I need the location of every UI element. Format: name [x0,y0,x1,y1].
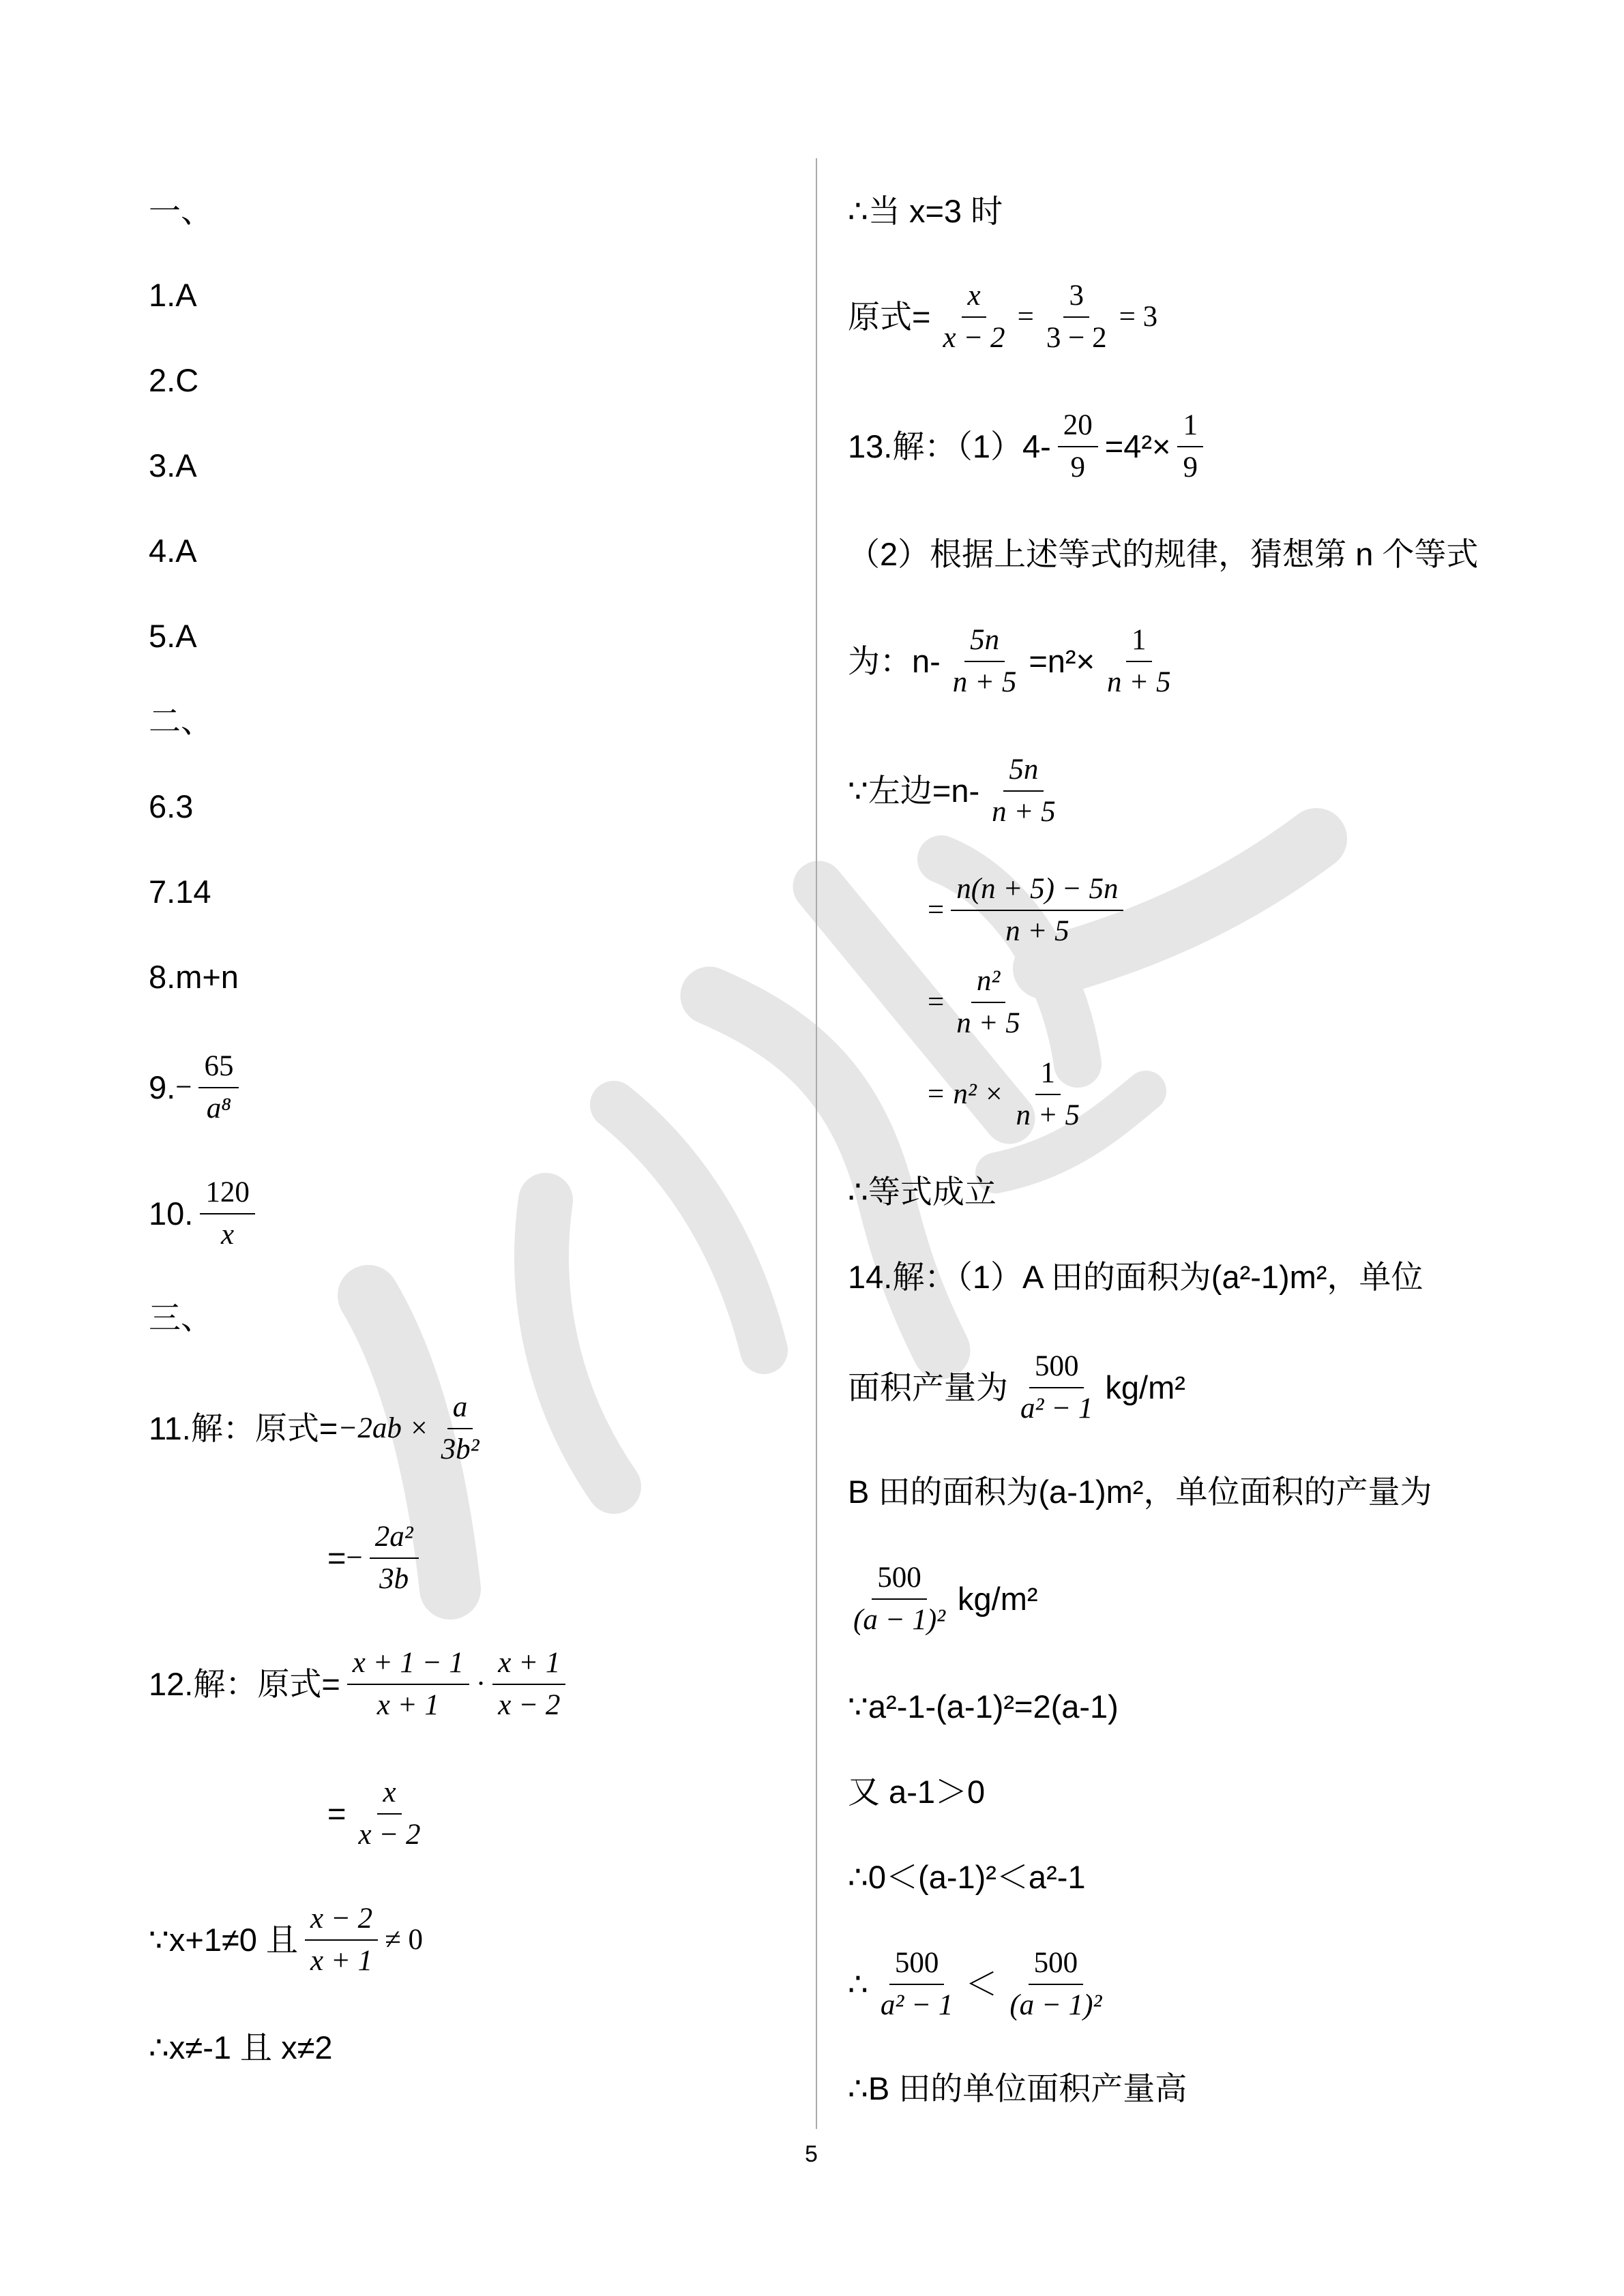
question-14-line-2: 面积产量为 $\frac{500}{\text{a² − 1}}$ kg/m² [848,1347,1185,1429]
fraction: $\frac{65}{\text{a⁸}}$ [198,1049,239,1127]
answer-2: 2.C [149,362,199,398]
section-heading-2: 二、 [149,703,213,739]
question-12-line-2: = $\frac{x}{x - 2}$ [327,1773,433,1855]
answer-9: 9. − $\frac{65}{\text{a⁸}}$ [149,1047,246,1129]
fraction: $\frac{\text{n²}}{n + 5}$ [956,965,1020,1039]
question-14-line-3: B 田的面积为(a-1)m²，单位面积的产量为 [848,1474,1432,1510]
when-x-equals-3: ∴当 x=3 时 [848,193,1003,229]
question-13-part-2: （2）根据上述等式的规律，猜想第 n 个等式 [848,536,1479,572]
question-14-line-7: ∴0＜(a-1)²＜a²-1 [848,1859,1086,1895]
fraction: $\frac{x + 1}{x - 2}$ [492,1645,565,1723]
question-14-line-4: $\frac{500}{\text{(a − 1)²}}$ kg/m² [848,1558,1038,1640]
derivation-step-2: = $\frac{\text{n²}}{n + 5}$ [928,965,1033,1040]
page-number: 5 [805,2141,818,2167]
condition-line-1: ∵x+1≠0 且 $\frac{x - 2}{x + 1}$ ≠ 0 [149,1899,423,1981]
derivation-step-1: = $\frac{n(n + 5) - 5n}{n + 5}$ [928,873,1130,948]
fraction: $\frac{1}{9}$ [1177,408,1203,486]
question-14-line-8: ∴ $\frac{500}{\text{a² − 1}}$ ＜ $\frac{500}{\text{(a − 1)²}}$ [848,1943,1114,2025]
fraction: $\frac{5n}{n + 5}$ [992,754,1056,828]
fraction: $\frac{1}{n + 5}$ [1016,1057,1080,1131]
question-13-conjecture: 为：n- $\frac{5n}{n + 5}$ =n²× $\frac{1}{n + 5}$ [848,621,1183,702]
section-heading-3: 三、 [149,1300,213,1336]
fraction: $\frac{500}{\text{(a − 1)²}}$ [1009,1947,1102,2021]
question-13-conclusion: ∴等式成立 [848,1174,996,1210]
answer-4: 4.A [149,533,197,569]
answer-3: 3.A [149,447,197,483]
evaluation-line: 原式= $\frac{x}{x - 2}$ = $\frac{3}{3 - 2}$ = 3 [848,276,1157,358]
question-14-conclusion: ∴B 田的单位面积产量高 [848,2070,1187,2106]
fraction: $\frac{x - 2}{x + 1}$ [305,1901,378,1979]
column-divider [816,158,817,2129]
answer-1: 1.A [149,277,197,313]
answer-7: 7.14 [149,874,211,910]
answer-10: 10. $\frac{120}{x}$ [149,1173,262,1255]
fraction: $\frac{20}{9}$ [1058,408,1098,486]
question-14-line-6: 又 a-1＞0 [848,1774,986,1810]
fraction: $\frac{3}{3 - 2}$ [1046,280,1107,354]
question-14-line-5: ∵a²-1-(a-1)²=2(a-1) [848,1688,1119,1725]
question-14-line-1: 14.解：（1）A 田的面积为(a²-1)m²，单位 [848,1259,1423,1295]
question-11-line-1: 11.解：原式= −2ab × $\frac{a}{\text{3b²}}$ [149,1388,492,1470]
fraction: $\frac{500}{\text{a² − 1}}$ [880,1947,954,2021]
derivation-step-3: = n² × $\frac{1}{n + 5}$ [928,1057,1092,1132]
question-11-line-2: = − $\frac{\text{2a²}}{3b}$ [327,1517,426,1599]
fraction: $\frac{1}{n + 5}$ [1107,624,1171,698]
fraction: $\frac{500}{\text{a² − 1}}$ [1020,1350,1093,1425]
question-12-line-1: 12.解：原式= $\frac{x + 1 - 1}{x + 1}$ · $\frac{x + 1}{x - 2}$ [149,1643,572,1725]
section-heading-1: 一、 [149,193,213,229]
answer-6: 6.3 [149,788,194,824]
answer-5: 5.A [149,618,197,654]
fraction: $\frac{x}{x - 2}$ [943,280,1005,354]
answer-8: 8.m+n [149,959,239,995]
question-13-left-side: ∵左边=n- $\frac{5n}{n + 5}$ [848,750,1068,832]
question-13-part-1: 13.解：（1）4- $\frac{20}{9}$ =4²× $\frac{1}{9}$ [848,406,1210,488]
fraction: $\frac{x + 1 - 1}{x + 1}$ [347,1645,469,1723]
fraction: $\frac{a}{\text{3b²}}$ [441,1391,479,1465]
fraction: $\frac{n(n + 5) - 5n}{n + 5}$ [951,871,1123,949]
condition-line-2: ∴x≠-1 且 x≠2 [149,2029,333,2066]
fraction: $\frac{120}{x}$ [200,1175,255,1253]
fraction: $\frac{5n}{n + 5}$ [952,624,1017,698]
fraction: $\frac{\text{2a²}}{3b}$ [370,1519,419,1597]
fraction: $\frac{500}{\text{(a − 1)²}}$ [853,1562,946,1636]
fraction: $\frac{x}{x - 2}$ [358,1776,421,1851]
